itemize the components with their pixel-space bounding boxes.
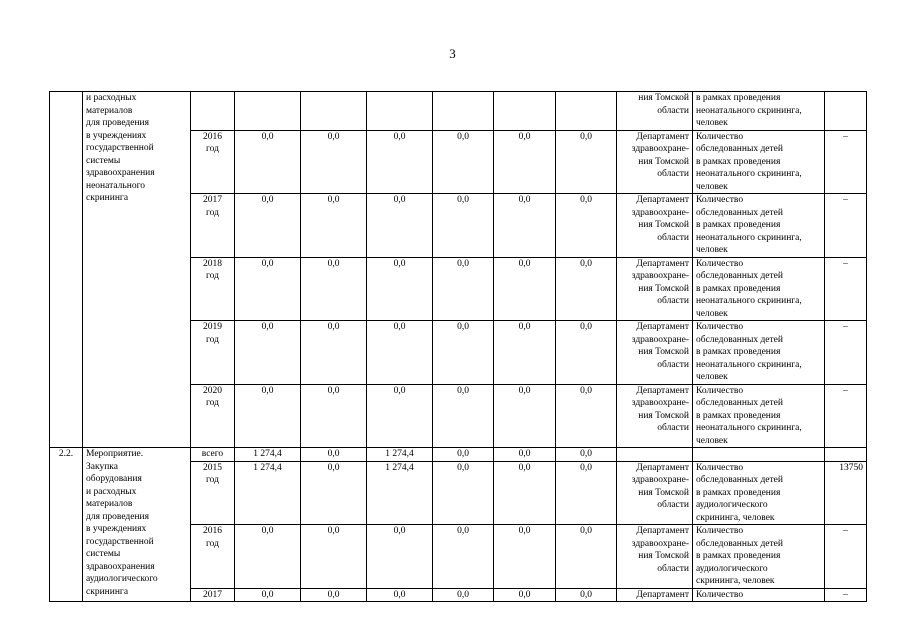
- table-row: [50, 92, 867, 131]
- indicator-cell: Количество обследованных детей в рамках проведения неонатального скрининга, человек: [693, 194, 825, 258]
- value-cell: 0,0: [494, 321, 556, 385]
- value-cell: 0,0: [556, 130, 617, 194]
- responsible-cell: [617, 448, 693, 462]
- target-cell: –: [825, 384, 867, 448]
- value-cell: 0,0: [301, 588, 367, 602]
- responsible-cell: ния Томской области: [617, 92, 693, 131]
- indicator-cell: Количество обследованных детей в рамках проведения неонатального скрининга, человек: [693, 130, 825, 194]
- value-cell: 1 274,4: [235, 461, 301, 525]
- value-cell: 0,0: [556, 588, 617, 602]
- year-cell: 2019 год: [191, 321, 235, 385]
- responsible-cell: Департамент здравоохране- ния Томской области: [617, 384, 693, 448]
- value-cell: 0,0: [235, 257, 301, 321]
- value-cell: 0,0: [556, 461, 617, 525]
- value-cell: 0,0: [367, 194, 433, 258]
- value-cell: 0,0: [494, 588, 556, 602]
- responsible-cell: Департамент здравоохране- ния Томской области: [617, 321, 693, 385]
- value-cell: 0,0: [494, 525, 556, 589]
- program-table: [49, 91, 867, 602]
- year-cell: 2016 год: [191, 130, 235, 194]
- value-cell: 0,0: [301, 130, 367, 194]
- value-cell: 0,0: [235, 588, 301, 602]
- value-cell: 0,0: [301, 321, 367, 385]
- item-name-cell: Мероприятие. Закупка оборудования и расходных материалов для проведения в учреждениях государственной системы здравоохранения аудиологического скрининга: [83, 448, 191, 602]
- value-cell: 0,0: [235, 194, 301, 258]
- indicator-cell: Количество: [693, 588, 825, 602]
- value-cell: 0,0: [301, 384, 367, 448]
- responsible-cell: Департамент здравоохране- ния Томской области: [617, 130, 693, 194]
- target-cell: –: [825, 257, 867, 321]
- year-cell: 2017: [191, 588, 235, 602]
- value-cell: 0,0: [556, 257, 617, 321]
- value-cell: 0,0: [367, 130, 433, 194]
- target-cell: [825, 448, 867, 462]
- indicator-cell: в рамках проведения неонатального скрининга, человек: [693, 92, 825, 131]
- value-cell: 0,0: [301, 194, 367, 258]
- value-cell: 0,0: [556, 194, 617, 258]
- value-cell: 0,0: [367, 588, 433, 602]
- table-row: [50, 448, 867, 462]
- value-cell: 0,0: [556, 321, 617, 385]
- value-cell: 0,0: [367, 525, 433, 589]
- value-cell: 0,0: [235, 525, 301, 589]
- responsible-cell: Департамент здравоохране- ния Томской области: [617, 525, 693, 589]
- value-cell: 0,0: [367, 384, 433, 448]
- indicator-cell: Количество обследованных детей в рамках проведения неонатального скрининга, человек: [693, 384, 825, 448]
- value-cell: 0,0: [433, 257, 494, 321]
- value-cell: 0,0: [433, 194, 494, 258]
- target-cell: –: [825, 588, 867, 602]
- value-cell: 0,0: [494, 194, 556, 258]
- value-cell: 0,0: [235, 384, 301, 448]
- year-cell: 2015 год: [191, 461, 235, 525]
- item-name-cell: и расходных материалов для проведения в учреждениях государственной системы здравоохранения неонатального скрининга: [83, 92, 191, 448]
- value-cell: 0,0: [494, 448, 556, 462]
- indicator-cell: Количество обследованных детей в рамках проведения аудиологического скрининга, человек: [693, 461, 825, 525]
- target-cell: 13750: [825, 461, 867, 525]
- value-cell: 0,0: [494, 130, 556, 194]
- value-cell: 0,0: [367, 257, 433, 321]
- value-cell: 0,0: [494, 257, 556, 321]
- target-cell: –: [825, 321, 867, 385]
- item-number-cell: 2.2.: [50, 448, 83, 602]
- responsible-cell: Департамент: [617, 588, 693, 602]
- year-cell: [191, 92, 235, 131]
- value-cell: 0,0: [556, 525, 617, 589]
- value-cell: 0,0: [433, 384, 494, 448]
- value-cell: 0,0: [235, 321, 301, 385]
- item-number-cell: [50, 92, 83, 448]
- year-cell: 2017 год: [191, 194, 235, 258]
- value-cell: 0,0: [556, 384, 617, 448]
- value-cell: 0,0: [433, 461, 494, 525]
- responsible-cell: Департамент здравоохране- ния Томской области: [617, 257, 693, 321]
- value-cell: 0,0: [433, 588, 494, 602]
- target-cell: [825, 92, 867, 131]
- indicator-cell: Количество обследованных детей в рамках проведения неонатального скрининга, человек: [693, 257, 825, 321]
- year-cell: 2016 год: [191, 525, 235, 589]
- indicator-cell: Количество обследованных детей в рамках проведения аудиологического скрининга, человек: [693, 525, 825, 589]
- responsible-cell: Департамент здравоохране- ния Томской области: [617, 461, 693, 525]
- value-cell: 0,0: [235, 130, 301, 194]
- target-cell: –: [825, 525, 867, 589]
- responsible-cell: Департамент здравоохране- ния Томской области: [617, 194, 693, 258]
- year-cell: 2018 год: [191, 257, 235, 321]
- target-cell: –: [825, 194, 867, 258]
- year-cell: всего: [191, 448, 235, 462]
- value-cell: 0,0: [301, 448, 367, 462]
- value-cell: 1 274,4: [367, 448, 433, 462]
- target-cell: –: [825, 130, 867, 194]
- value-cell: 0,0: [367, 321, 433, 385]
- indicator-cell: Количество обследованных детей в рамках проведения неонатального скрининга, человек: [693, 321, 825, 385]
- value-cell: 0,0: [433, 448, 494, 462]
- value-cell: 1 274,4: [367, 461, 433, 525]
- value-cell: 0,0: [556, 448, 617, 462]
- value-cell: 0,0: [494, 384, 556, 448]
- page-number: 3: [449, 46, 456, 61]
- value-cell: 0,0: [301, 257, 367, 321]
- value-cell: 0,0: [301, 525, 367, 589]
- value-cell: 0,0: [494, 461, 556, 525]
- value-cell: 0,0: [433, 130, 494, 194]
- indicator-cell: [693, 448, 825, 462]
- year-cell: 2020 год: [191, 384, 235, 448]
- value-cell: 0,0: [433, 525, 494, 589]
- value-cell: 0,0: [301, 461, 367, 525]
- value-cell: 1 274,4: [235, 448, 301, 462]
- value-cell: 0,0: [433, 321, 494, 385]
